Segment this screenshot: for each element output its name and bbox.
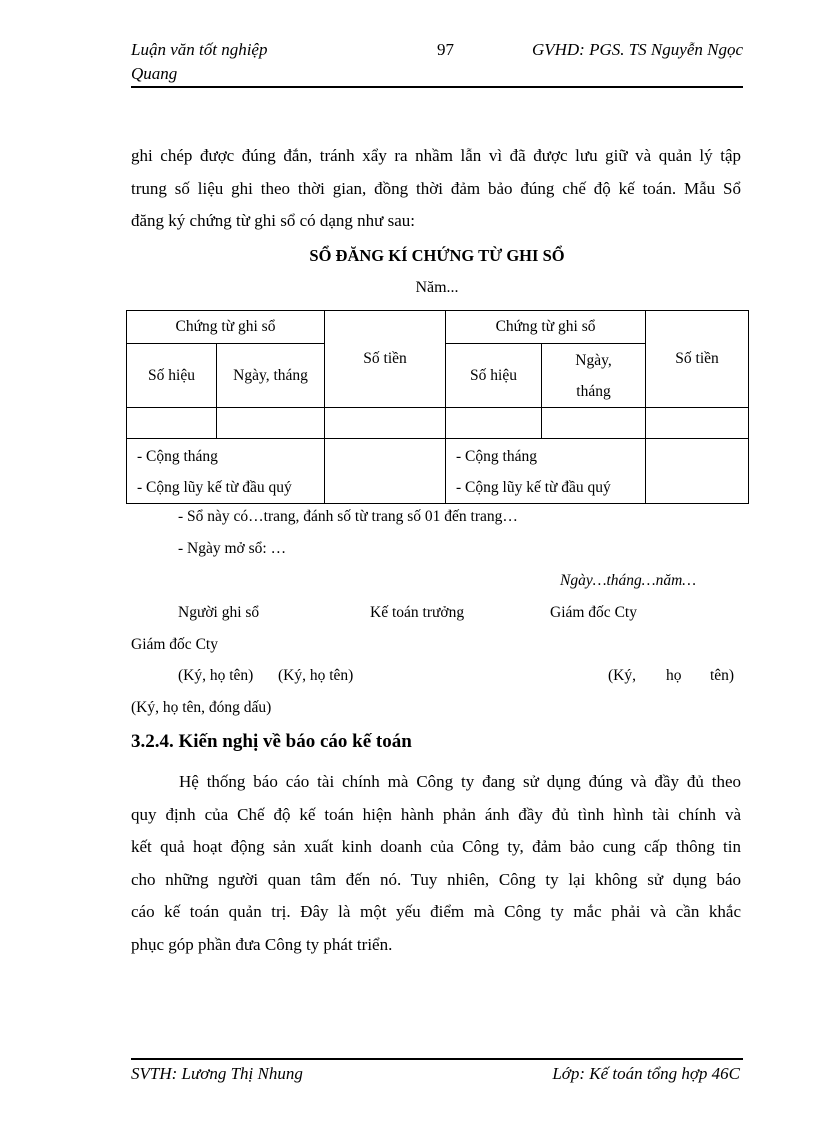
sig-director-wrap: Giám đốc Cty xyxy=(131,636,218,653)
col-so-hieu-right: Số hiệu xyxy=(446,344,542,408)
section-paragraph xyxy=(131,766,741,961)
header-left: Luận văn tốt nghiệp xyxy=(131,40,268,59)
date-line: Ngày…tháng…năm… xyxy=(560,572,697,589)
register-table xyxy=(126,310,749,504)
sig-hint-stamp: (Ký, họ tên, đóng dấu) xyxy=(131,699,272,716)
footer-right: Lớp: Kế toán tổng hợp 46C xyxy=(552,1064,740,1083)
sig-person: Người ghi sổ xyxy=(178,604,260,621)
col-so-tien-left: Số tiền xyxy=(325,311,446,408)
col-ngay-line1: Ngày, xyxy=(575,351,612,369)
section-line: quy định của Chế độ kế toán hiện hành phản ánh đầy đủ tình hình tài chính và xyxy=(131,804,741,824)
col-so-tien-right: Số tiền xyxy=(646,311,749,408)
total-cumulative-left: - Cộng lũy kế từ đầu quý xyxy=(137,479,292,496)
section-line: cáo kế toán quản trị. Đây là một yếu điểm mà Công ty mắc phải và cần khắc xyxy=(131,902,741,921)
intro-line: ghi chép được đúng đắn, tránh xẩy ra nhầm lẫn vì đã được lưu giữ và quản lý tập xyxy=(131,146,741,165)
sig-hint-director-a: (Ký, xyxy=(608,667,636,684)
total-month-right: - Cộng tháng xyxy=(456,448,537,465)
group-header-right: Chứng từ ghi sổ xyxy=(446,311,646,344)
footer-left: SVTH: Lương Thị Nhung xyxy=(131,1064,303,1083)
sig-hint-director-b: họ xyxy=(666,667,682,684)
header-rule xyxy=(131,86,743,88)
table-row xyxy=(127,311,749,344)
table-cell xyxy=(446,408,542,439)
col-so-hieu-left: Số hiệu xyxy=(127,344,217,408)
table-cell xyxy=(542,408,646,439)
form-title: SỔ ĐĂNG KÍ CHỨNG TỪ GHI SỔ xyxy=(309,246,565,265)
sig-director: Giám đốc Cty xyxy=(550,604,637,621)
col-ngay-thang-left: Ngày, tháng xyxy=(217,344,325,408)
total-cumulative-right: - Cộng lũy kế từ đầu quý xyxy=(456,479,611,496)
note-pages: - Sổ này có…trang, đánh số từ trang số 01 đến trang… xyxy=(178,508,518,525)
sig-hint-director-c: tên) xyxy=(710,667,735,684)
intro-paragraph xyxy=(131,140,741,238)
total-month-left: - Cộng tháng xyxy=(137,448,218,465)
table-cell xyxy=(646,439,749,504)
col-ngay-thang-right xyxy=(542,344,646,408)
intro-line: trung số liệu ghi theo thời gian, đồng thời đảm bảo đúng chế độ kế toán. Mẫu Sổ xyxy=(131,178,741,198)
page-number: 97 xyxy=(437,40,454,59)
header-left-wrap: Quang xyxy=(131,64,178,83)
sig-hint-accountant: (Ký, họ tên) xyxy=(278,667,354,684)
table-cell xyxy=(127,408,217,439)
intro-line: đăng ký chứng từ ghi sổ có dạng như sau: xyxy=(131,211,416,230)
table-cell xyxy=(646,408,749,439)
col-ngay-line2: tháng xyxy=(576,382,611,400)
section-line: cho những người quan tâm đến nó. Tuy nhiên, Công ty lại không sử dụng báo xyxy=(131,869,741,889)
sig-hint-person: (Ký, họ tên) xyxy=(178,667,254,684)
form-year: Năm... xyxy=(415,279,459,296)
section-line: phục góp phần đưa Công ty phát triển. xyxy=(131,934,393,954)
header-right: GVHD: PGS. TS Nguyễn Ngọc xyxy=(531,40,743,59)
table-cell xyxy=(325,439,446,504)
section-line: Hệ thống báo cáo tài chính mà Công ty đang sử dụng đúng và đầy đủ theo xyxy=(179,772,741,791)
footer-rule xyxy=(131,1058,743,1060)
table-row xyxy=(127,439,749,504)
note-open-date: - Ngày mở sổ: … xyxy=(178,540,287,557)
table-cell xyxy=(325,408,446,439)
totals-left xyxy=(127,439,325,504)
section-line: kết quả hoạt động sản xuất kinh doanh của Công ty, đảm bảo cung cấp thông tin xyxy=(131,837,741,856)
group-header-left: Chứng từ ghi sổ xyxy=(127,311,325,344)
table-cell xyxy=(217,408,325,439)
totals-right xyxy=(446,439,646,504)
section-heading: 3.2.4. Kiến nghị về báo cáo kế toán xyxy=(131,731,412,752)
sig-chief-accountant: Kế toán trưởng xyxy=(370,604,465,621)
table-row xyxy=(127,408,749,439)
